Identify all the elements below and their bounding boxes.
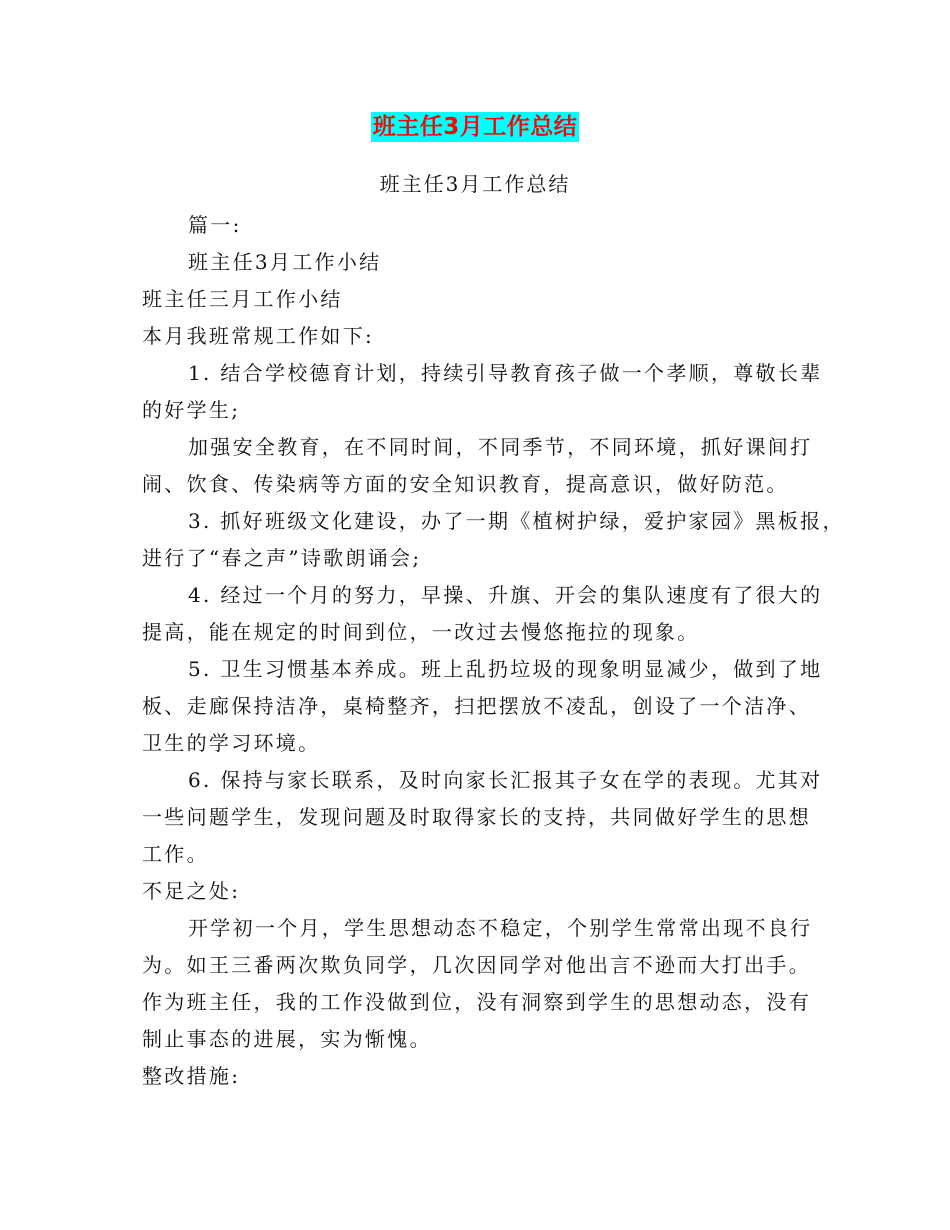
document-body — [142, 207, 845, 1095]
text-line: 作为班主任，我的工作没做到位，没有洞察到学生的思想动态，没有 — [142, 990, 811, 1014]
text-line: 6. 保持与家长联系，及时向家长汇报其子女在学的表现。尤其对 — [188, 768, 823, 792]
text-line: 整改措施: — [142, 1064, 241, 1088]
text-line: 不足之处: — [142, 879, 241, 903]
text-line: 开学初一个月，学生思想动态不稳定，个别学生常常出现不良行 — [188, 916, 813, 940]
text-line: 班主任3月工作小结 — [188, 250, 382, 274]
text-line: 3. 抓好班级文化建设，办了一期《植树护绿，爱护家园》黑板报， — [188, 509, 845, 533]
text-line: 5. 卫生习惯基本养成。班上乱扔垃圾的现象明显减少，做到了地 — [188, 657, 823, 681]
text-line: 闹、饮食、传染病等方面的安全知识教育，提高意识，做好防范。 — [142, 472, 789, 496]
document-title: 班主任3月工作总结 — [372, 114, 578, 140]
text-line: 的好学生; — [142, 398, 241, 422]
text-line: 工作。 — [142, 842, 209, 866]
document-subtitle: 班主任3月工作总结 — [379, 172, 571, 196]
text-line: 本月我班常规工作如下: — [142, 324, 375, 348]
text-line: 班主任三月工作小结 — [142, 287, 343, 311]
text-line: 篇一: — [188, 213, 242, 237]
text-line: 1. 结合学校德育计划，持续引导教育孩子做一个孝顺，尊敬长辈 — [188, 361, 823, 385]
text-line: 一些问题学生，发现问题及时取得家长的支持，共同做好学生的思想 — [142, 805, 811, 829]
text-line: 进行了“春之声”诗歌朗诵会; — [142, 546, 422, 570]
text-line: 为。如王三番两次欺负同学，几次因同学对他出言不逊而大打出手。 — [142, 953, 811, 977]
title-container — [0, 112, 950, 142]
text-line: 制止事态的进展，实为惭愧。 — [142, 1027, 432, 1051]
text-line: 加强安全教育，在不同时间，不同季节，不同环境，抓好课间打 — [188, 435, 813, 459]
text-line: 卫生的学习环境。 — [142, 731, 321, 755]
text-line: 板、走廊保持洁净，桌椅整齐，扫把摆放不凌乱，创设了一个洁净、 — [142, 694, 811, 718]
text-line: 提高，能在规定的时间到位，一改过去慢悠拖拉的现象。 — [142, 620, 700, 644]
text-line: 4. 经过一个月的努力，早操、升旗、开会的集队速度有了很大的 — [188, 583, 823, 607]
